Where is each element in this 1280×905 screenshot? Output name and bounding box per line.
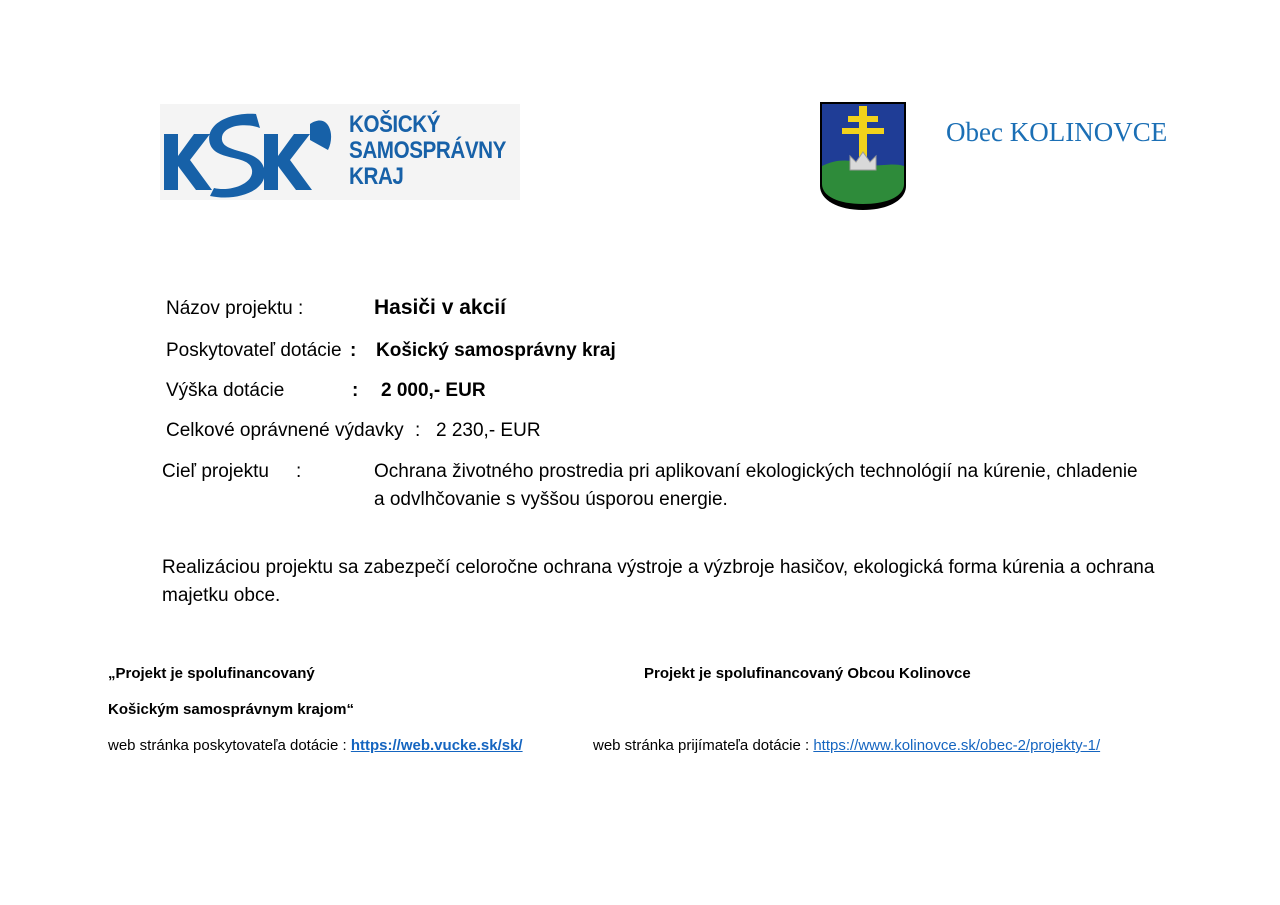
cofinance-ksk-line: „Projekt je spolufinancovaný [108, 665, 315, 682]
ksk-logo-text [349, 112, 506, 190]
recipient-web-row [593, 737, 1100, 754]
provider-web-row [108, 737, 523, 754]
amount-colon: : [352, 380, 359, 401]
amount-label: Výška dotácie [166, 380, 285, 401]
expenses-colon: : [415, 420, 421, 441]
recipient-web-link[interactable]: https://www.kolinovce.sk/obec-2/projekty-1/ [813, 737, 1101, 754]
obec-title: Obec KOLINOVCE [946, 117, 1168, 147]
goal-label: Cieľ projektu [162, 461, 269, 482]
provider-web-label: web stránka poskytovateľa dotácie : [108, 737, 347, 754]
provider-web-link[interactable]: https://web.vucke.sk/sk/ [350, 737, 523, 754]
kolinovce-crest-icon [818, 100, 908, 212]
goal-colon: : [296, 461, 302, 482]
description-paragraph [162, 554, 1154, 610]
provider-colon: : [350, 340, 357, 361]
ksk-logo-line: KOŠICKÝ [349, 111, 441, 138]
expenses-value: 2 230,- EUR [436, 420, 541, 441]
provider-value: Košický samosprávny kraj [376, 340, 616, 361]
provider-label: Poskytovateľ dotácie [166, 340, 342, 361]
project-name-label: Názov projektu : [166, 298, 304, 319]
cofinance-obec: Projekt je spolufinancovaný Obcou Kolinovce [644, 665, 971, 682]
ksk-logo-line: KRAJ [349, 163, 404, 190]
project-name-value: Hasiči v akcií [374, 296, 506, 319]
goal-line: Ochrana životného prostredia pri aplikovaní ekologických technológií na kúrenie, chladenie [374, 461, 1138, 482]
paragraph-line: majetku obce. [162, 585, 281, 606]
recipient-web-label: web stránka prijímateľa dotácie : [593, 737, 810, 754]
expenses-label: Celkové oprávnené výdavky [166, 420, 404, 441]
paragraph-line: Realizáciou projektu sa zabezpečí celoročne ochrana výstroje a výzbroje hasičov, ekologická forma kúrenia a ochrana [162, 557, 1155, 578]
cofinance-ksk-line: Košickým samosprávnym krajom“ [108, 701, 354, 718]
ksk-logo-line: SAMOSPRÁVNY [349, 137, 506, 164]
goal-line: a odvlhčovanie s vyššou úsporou energie. [374, 489, 728, 510]
amount-value: 2 000,- EUR [381, 380, 486, 401]
